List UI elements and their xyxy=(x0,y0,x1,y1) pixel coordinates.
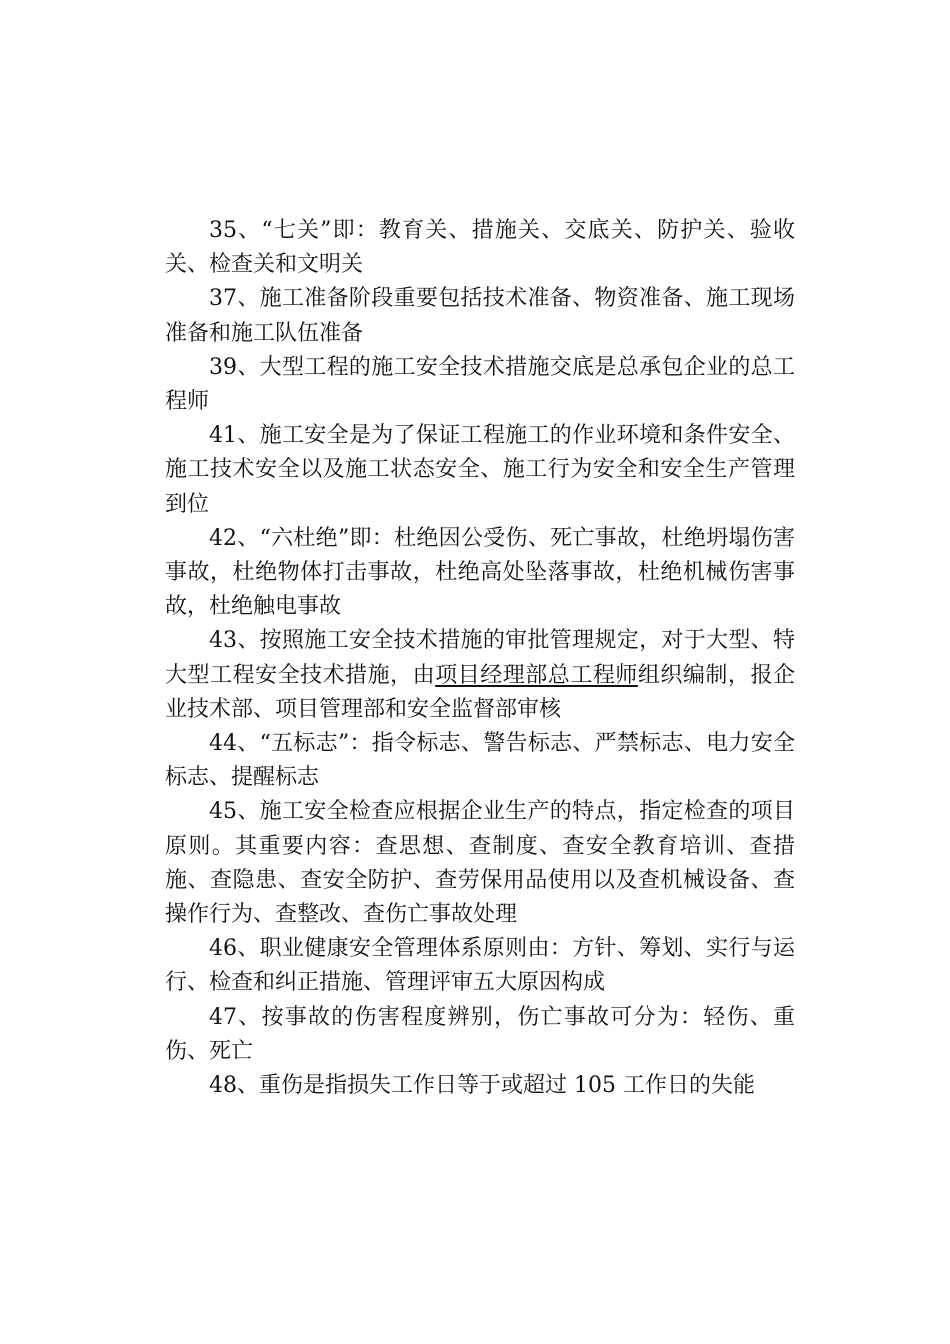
paragraph-39: 39、大型工程的施工安全技术措施交底是总承包企业的总工程师 xyxy=(165,354,795,415)
paragraph-35: 35、“七关”即：教育关、措施关、交底关、防护关、验收关、检查关和文明关 xyxy=(165,218,795,278)
paragraph-41: 41、施工安全是为了保证工程施工的作业环境和条件安全、施工技术安全以及施工状态安全、施工行为安全和安全生产管理到位 xyxy=(165,423,795,517)
paragraph-42: 42、“六杜绝”即：杜绝因公受伤、死亡事故，杜绝坍塌伤害事故，杜绝物体打击事故，杜绝高处坠落事故，杜绝机械伤害事故，杜绝触电事故 xyxy=(165,525,795,620)
paragraph-45: 45、施工安全检查应根据企业生产的特点，指定检查的项目原则。其重要内容：查思想、查制度、查安全教育培训、查措施、查隐患、查安全防护、查劳保用品使用以及查机械设备、查操作行为、查整改、查伤亡事故处理 xyxy=(165,799,795,928)
paragraph-43-text-before: 43、按照施工安全技术措施的审批管理规定，对于大型、特大型工程安全技术措施，由 xyxy=(165,628,795,688)
paragraph-43 xyxy=(165,624,795,727)
paragraph-48: 48、重伤是指损失工作日等于或超过 105 工作日的失能 xyxy=(209,1073,755,1099)
paragraph-43-text-after: 组织编制，报企业技术部、项目管理部和安全监督部审核 xyxy=(165,662,795,722)
paragraph-44: 44、“五标志”：指令标志、警告标志、严禁标志、电力安全标志、提醒标志 xyxy=(165,731,795,791)
paragraph-37: 37、施工准备阶段重要包括技术准备、物资准备、施工现场准备和施工队伍准备 xyxy=(165,286,795,346)
paragraph-43-underlined-text: 项目经理部总工程师 xyxy=(435,662,638,688)
document-body xyxy=(165,214,795,1103)
paragraph-46: 46、职业健康安全管理体系原则由：方针、筹划、实行与运行、检查和纠正措施、管理评审五大原因构成 xyxy=(165,936,795,996)
paragraph-47: 47、按事故的伤害程度辨别，伤亡事故可分为：轻伤、重伤、死亡 xyxy=(165,1004,795,1064)
